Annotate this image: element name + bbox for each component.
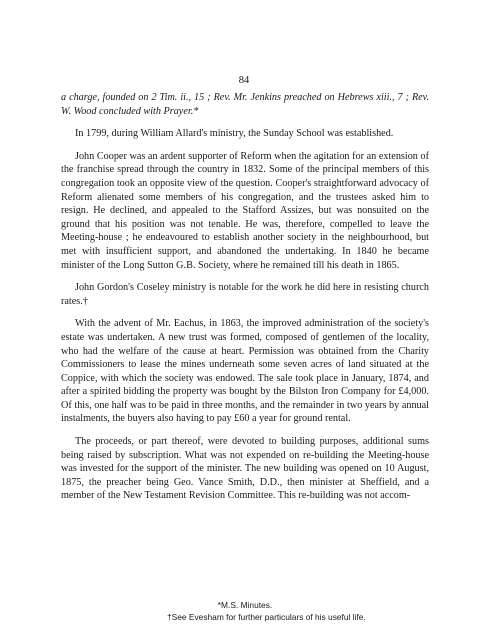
page-number: 84 (238, 75, 250, 86)
footnotes (61, 599, 429, 623)
paragraph-proceeds: The proceeds, or part thereof, were devoted to building purposes, additional sums being raised by subscription. What was not expended on re-building the Meeting-house was invested for the support of the minister. The new building was opened on 10 August, 1875, the preacher being Geo. Vance Smith, D.D., then minister at Sheffield, and a member of the New Testament Revision Committee. This re-building was not accom- (61, 436, 429, 502)
paragraph-mr-eachus: With the advent of Mr. Eachus, in 1863, the improved administration of the society's estate was undertaken. A new trust was formed, composed of gentlemen of the locality, who had the welfare of the cause at heart. Permission was obtained from the Charity Commissioners to lease the mines underneath some seven acres of land situated at the Coppice, with which the society was endowed. The sale took place in January, 1874, and after a spirited bidding the property was bought by the Bilston Iron Company for £4,000. Of this, one half was to be paid in three months, and the remainder in two years by annual instalments, the buyers also having to pay £60 a year for ground rental. (61, 318, 429, 425)
paragraph-ordination-charge: a charge, founded on 2 Tim. ii., 15 ; Rev. Mr. Jenkins preached on Hebrews xiii., 7 ; Rev. W. Wood concluded with Prayer.* (61, 92, 429, 117)
footnote-evesham: †See Evesham for further particulars of his useful life. (167, 612, 366, 622)
paragraph-sunday-school: In 1799, during William Allard's ministry, the Sunday School was established. (75, 128, 394, 140)
paragraph-john-gordon: John Gordon's Coseley ministry is notable for the work he did here in resisting church rates.† (61, 282, 429, 307)
footnote-minutes: *M.S. Minutes. (217, 600, 273, 610)
paragraph-john-cooper: John Cooper was an ardent supporter of Reform when the agitation for an extension of the franchise spread through the country in 1832. Some of the principal members of this congregation took an opposite view of the question. Cooper's straightforward advocacy of Reform alienated some members of his congregation, and the trustees asked him to resign. He declined, and appealed to the Stafford Assizes, but was nonsuited on the ground that his position was not tenable. He was, therefore, compelled to leave the Meeting-house ; he endeavoured to establish another society in the neighbourhood, but met with insufficient support, and abandoned the undertaking. In 1840 he became minister of the Long Sutton G.B. Society, where he remained till his death in 1865. (61, 150, 429, 271)
body-text (61, 91, 429, 512)
